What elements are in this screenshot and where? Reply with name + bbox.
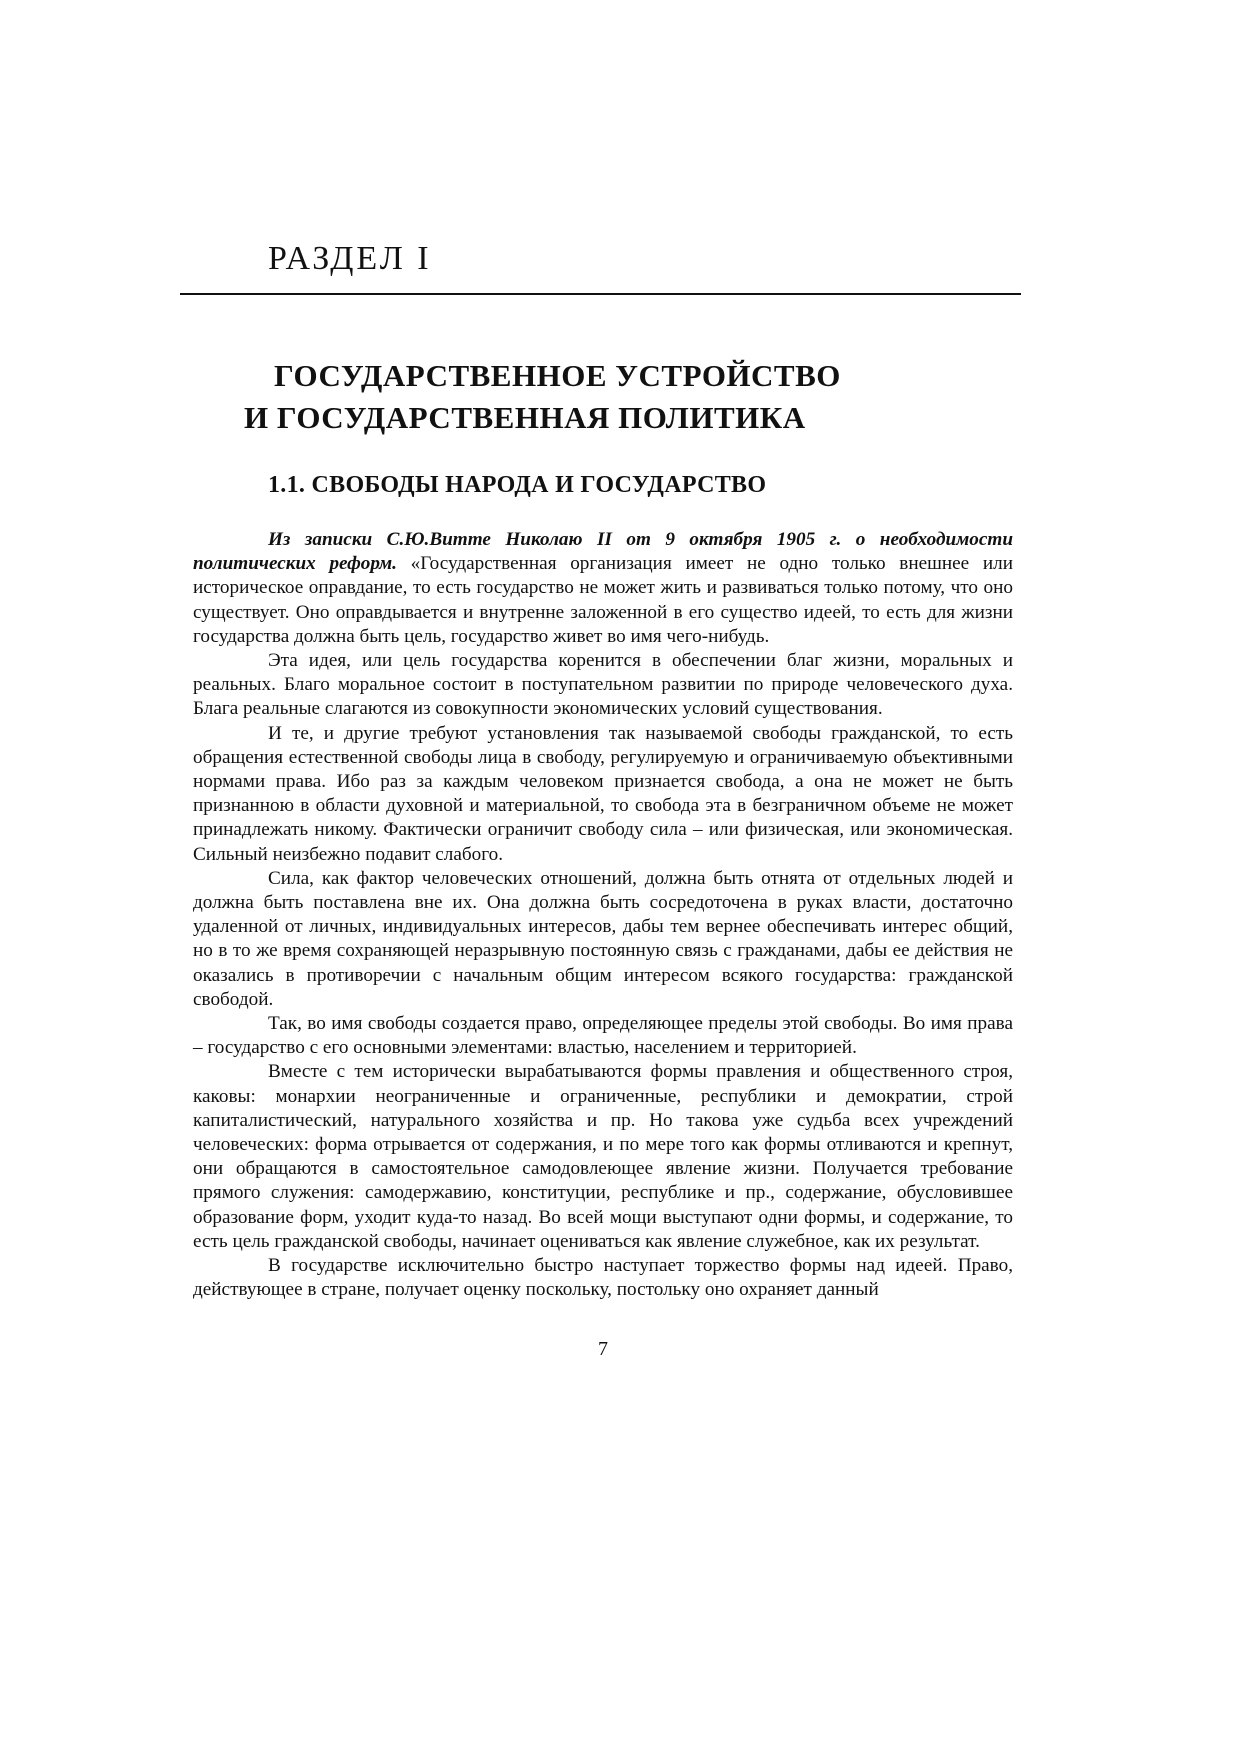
chapter-title-line-2: И ГОСУДАРСТВЕННАЯ ПОЛИТИКА — [244, 400, 806, 435]
page-number: 7 — [598, 1338, 608, 1360]
paragraph: В государстве исключительно быстро наступает торжество формы над идеей. Право, действующее в стране, получает оценку поскольку, постольку оно охраняет данный — [193, 1255, 1013, 1301]
paragraph-text: «Государственная организация имеет не одно только внешнее или историческое оправдание, то есть государство не может жить и развиваться только потому, что оно существует. Оно оправдывается и внутренне заложенной в его существо идеей, то есть для жизни государства должна быть цель, государство живет во имя чего-нибудь. — [193, 553, 1014, 647]
paragraph: Сила, как фактор человеческих отношений, должна быть отнята от отдельных людей и должна быть поставлена вне их. Она должна быть сосредоточена в руках власти, достаточно удаленной от личных, индивидуальных интересов, дабы тем вернее обеспечивать интерес общий, но в то же время сохраняющей неразрывную постоянную связь с гражданами, дабы ее действия не оказались в противоречии с начальным общим интересом всякого государства: гражданской свободой. — [193, 867, 1013, 1010]
section-divider — [180, 293, 1021, 295]
paragraph: Эта идея, или цель государства коренится в обеспечении благ жизни, моральных и реальных. Благо моральное состоит в поступательном развитии по природе человеческого духа. Блага реальные слагаются из совокупности экономических условий существования. — [193, 650, 1013, 720]
source-citation: Из записки С.Ю.Витте Николаю II от 9 октября 1905 г. о необходимости политических реформ. — [193, 529, 1013, 575]
chapter-title-line-1: ГОСУДАРСТВЕННОЕ УСТРОЙСТВО — [274, 358, 841, 393]
paragraph: И те, и другие требуют установления так называемой свободы гражданской, то есть обращения естественной свободы лица в свободу, регулируемую и ограничиваемую объективными нормами права. Ибо раз за каждым человеком признается свобода, а она не может не быть признанною в области духовной и материальной, то свобода эта в безграничном объеме не может принадлежать никому. Фактически ограничит свободу сила – или физическая, или экономическая. Сильный неизбежно подавит слабого. — [193, 722, 1013, 865]
paragraph: Вместе с тем исторически вырабатываются формы правления и общественного строя, каковы: монархии неограниченные и ограниченные, республики и демократии, строй капиталистический, натурального хозяйства и пр. Но такова уже судьба всех учреждений человеческих: форма отрывается от содержания, и по мере того как формы отливаются и крепнут, они обращаются в самостоятельное самодовлеющее явление жизни. Получается требование прямого служения: самодержавию, конституции, республике и пр., содержание, обусловившее образование форм, уходит куда-то назад. Во всей мощи выступают одни формы, и содержание, то есть цель гражданской свободы, начинает оцениваться как явление служебное, как их результат. — [193, 1061, 1013, 1252]
paragraph — [193, 528, 1013, 649]
chapter-title — [180, 355, 1021, 439]
subsection-title: 1.1. СВОБОДЫ НАРОДА И ГОСУДАРСТВО — [268, 472, 767, 498]
paragraph: Так, во имя свободы создается право, определяющее пределы этой свободы. Во имя права – государство с его основными элементами: властью, населением и территорией. — [193, 1013, 1013, 1059]
body-text — [193, 528, 1013, 1303]
section-label: РАЗДЕЛ I — [268, 240, 432, 277]
